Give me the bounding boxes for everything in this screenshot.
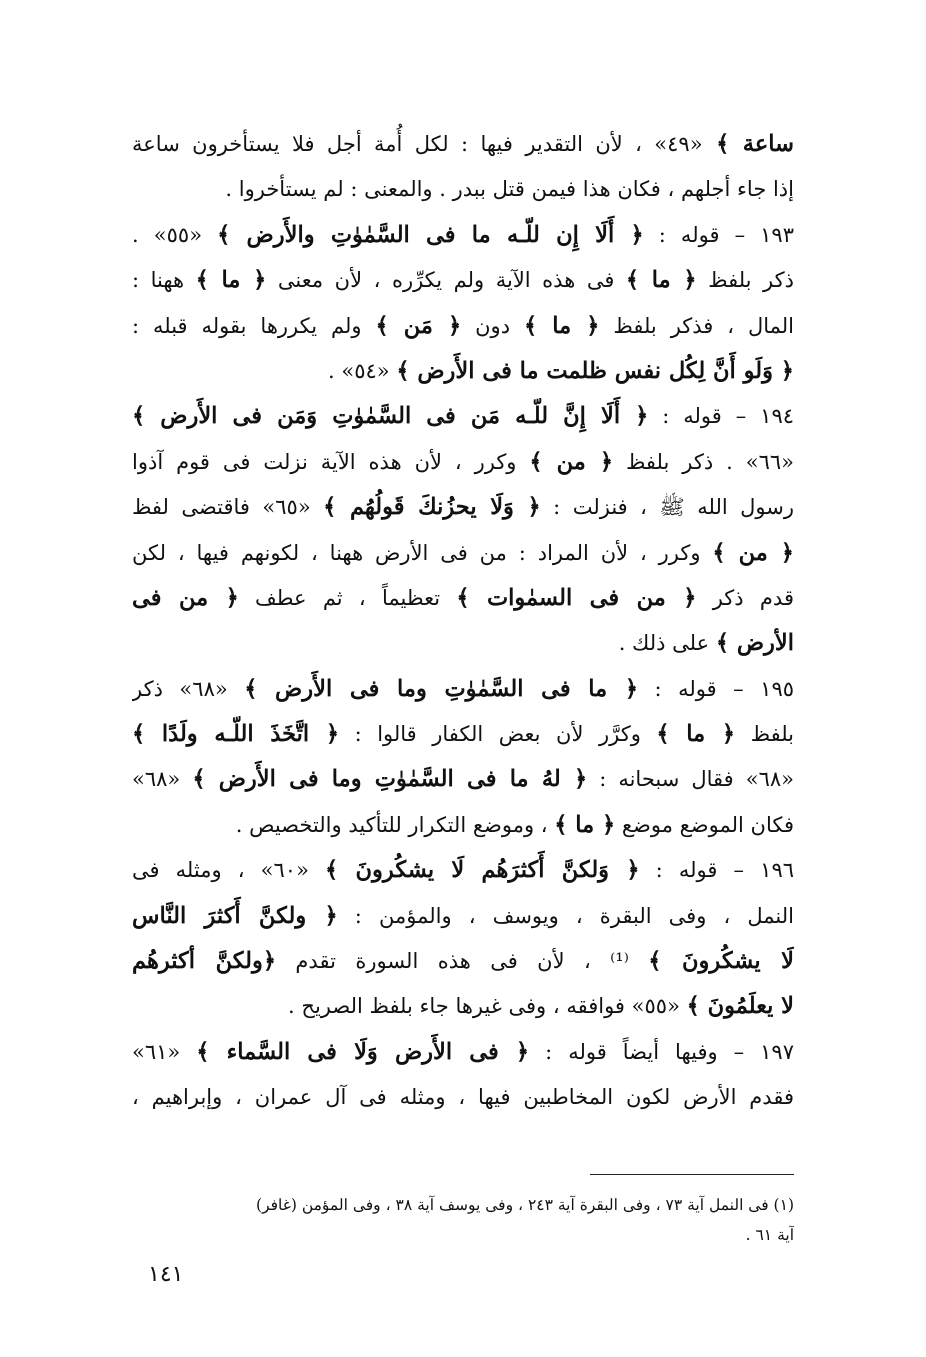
quran-quote: ﴿ ما ﴾ — [524, 312, 600, 339]
footnote-line: (١) فى النمل آية ٧٣ ، وفى البقرة آية ٢٤٣ ، وفى يوسف آية ٣٨ ، وفى المؤمن (غافر) — [256, 1196, 794, 1214]
text-segment: «٦١» — [132, 1039, 197, 1064]
text-segment: ذكر بلفظ — [696, 268, 794, 293]
text-line — [132, 213, 794, 258]
quran-quote: ﴿ ما ﴾ — [656, 721, 736, 748]
text-segment: على ذلك . — [618, 631, 716, 656]
quran-quote: ﴿ ما فى السَّمٰوٰتِ وما فى الأَرض ﴾ — [244, 675, 639, 702]
quran-quote: ﴿ولكنَّ أكثرهُم — [132, 948, 277, 975]
quran-quote: ﴿ فى الأَرض وَلَا فى السَّماء ﴾ — [196, 1038, 530, 1065]
text-line — [132, 667, 794, 712]
text-segment: «٥٤» . — [328, 358, 397, 383]
quran-quote: ﴿ أَلَا إِنَّ للّـه مَن فى السَّمٰوٰتِ وَمَن فى الأَرض ﴾ — [132, 403, 649, 430]
footnote-divider — [590, 1174, 794, 1175]
quran-quote: ﴿ ما ﴾ — [625, 267, 697, 294]
quran-quote: ساعة ﴾ — [702, 131, 794, 157]
text-line — [132, 848, 794, 893]
text-segment: ، وموضع التكرار للتأكيد والتخصيص . — [235, 812, 555, 837]
text-segment: وكرر ، لأن المراد : من فى الأرض ههنا ، لكونهم فيها ، لكن — [132, 540, 713, 565]
quran-quote: ﴿ مَن ﴾ — [375, 312, 462, 339]
text-segment: ١٩٥ – قوله : — [638, 676, 794, 701]
text-line — [132, 394, 794, 439]
text-line — [132, 258, 794, 303]
text-segment: دون — [461, 313, 524, 338]
text-segment: فى هذه الآية ولم يكرِّره ، لأن معنى — [266, 268, 626, 293]
quran-quote: ﴿ وَلَا يحزُنكَ قَولُهُم ﴾ — [323, 494, 541, 521]
quran-quote: ﴿ وَلَو أَنَّ لِكُل نفس ظلمت ما فى الأَرض ﴾ — [396, 357, 794, 384]
text-line — [132, 984, 794, 1029]
text-segment: ١٩٣ – قوله : — [643, 222, 794, 247]
quran-quote: ﴿ ما ﴾ — [554, 811, 616, 838]
text-segment: «٦٦» . ذكر بلفظ — [613, 449, 794, 474]
text-segment: «٦٨» ذكر — [132, 676, 245, 701]
text-segment: وكرر ، لأن هذه الآية نزلت فى قوم آذوا — [132, 449, 530, 474]
page-number: ١٤١ — [148, 1262, 184, 1287]
text-line — [132, 531, 794, 576]
footnotes — [132, 1190, 794, 1250]
text-segment: ⁽¹⁾ ، لأن فى هذه السورة تقدم — [276, 949, 649, 974]
text-line — [132, 167, 794, 212]
text-line — [132, 1075, 794, 1120]
quran-quote: ﴿ أَلَا إِن للّـه ما فى السَّمٰوٰتِ والأَرض ﴾ — [217, 221, 644, 248]
text-line — [132, 757, 794, 802]
text-line — [132, 803, 794, 848]
text-segment: «٦٥» فاقتضى لفظ — [132, 495, 324, 520]
text-segment: تعظيماً ، ثم عطف — [238, 585, 457, 610]
text-line — [132, 939, 794, 984]
text-segment: «٥٥» فوافقه ، وفى غيرها جاء بلفظ الصريح . — [288, 994, 687, 1019]
text-line — [132, 349, 794, 394]
text-segment: فكان الموضع موضع — [615, 812, 794, 837]
quran-quote: لا يعلَمُونَ ﴾ — [686, 993, 794, 1020]
quran-quote: ﴿ اتَّخَذَ اللّـه ولَدًا ﴾ — [132, 721, 340, 748]
text-line — [132, 485, 794, 530]
quran-quote: ﴿ وَلكنَّ أَكثرَهُم لَا يشكُرونَ ﴾ — [325, 857, 640, 884]
text-segment: إذا جاء أجلهم ، فكان هذا فيمن قتل ببدر . والمعنى : لم يستأخروا . — [225, 177, 794, 202]
footnote-line: آية ٦١ . — [745, 1226, 794, 1244]
text-segment: فقدم الأرض لكون المخاطبين فيها ، ومثله فى آل عمران ، وإبراهيم ، — [132, 1085, 794, 1110]
text-line — [132, 712, 794, 757]
text-segment: «٤٩» ، لأن التقدير فيها : لكل أُمة أجل فلا يستأخرون ساعة — [132, 132, 703, 156]
text-segment: النمل ، وفى البقرة ، ويوسف ، والمؤمن : — [337, 903, 794, 928]
text-segment: «٦٠» ، ومثله فى — [132, 858, 326, 883]
text-line — [132, 122, 794, 167]
quran-quote: ﴿ لهُ ما فى السَّمٰوٰتِ وما فى الأَرض ﴾ — [192, 766, 588, 793]
main-text — [132, 122, 794, 1121]
quran-quote: ﴿ من ﴾ — [712, 539, 794, 566]
text-segment: «٥٥» . — [132, 222, 218, 247]
text-line — [132, 621, 794, 666]
text-segment: رسول الله ﷺ ، فنزلت : — [540, 495, 794, 520]
quran-quote: ﴿ من فى السمٰوات ﴾ — [456, 584, 697, 611]
text-line — [132, 304, 794, 349]
text-segment: ١٩٦ – قوله : — [639, 858, 794, 883]
text-segment: قدم ذكر — [696, 585, 794, 610]
text-segment: «٦٨» — [132, 767, 193, 792]
quran-quote: الأرض ﴾ — [715, 630, 794, 657]
text-line — [132, 1030, 794, 1075]
text-segment: المال ، فذكر بلفظ — [599, 313, 794, 338]
quran-quote: ﴿ من فى — [132, 584, 239, 611]
text-line — [132, 576, 794, 621]
quran-quote: ﴿ ولكنَّ أَكثرَ النَّاس — [132, 902, 338, 929]
text-line — [132, 894, 794, 939]
text-segment: «٦٨» فقال سبحانه : — [587, 767, 794, 792]
text-segment: وكرَّر لأن بعض الكفار قالوا : — [339, 722, 657, 747]
text-segment: بلفظ — [735, 722, 794, 747]
text-segment: ١٩٤ – قوله : — [648, 404, 794, 429]
text-segment: ولم يكررها بقوله قبله : — [132, 313, 376, 338]
quran-quote: ﴿ ما ﴾ — [195, 267, 267, 294]
quran-quote: لَا يشكُرونَ ﴾ — [648, 948, 794, 975]
text-segment: ١٩٧ – وفيها أيضاً قوله : — [529, 1039, 794, 1064]
text-segment: ههنا : — [132, 268, 196, 293]
text-line — [132, 440, 794, 485]
quran-quote: ﴿ من ﴾ — [529, 448, 614, 475]
